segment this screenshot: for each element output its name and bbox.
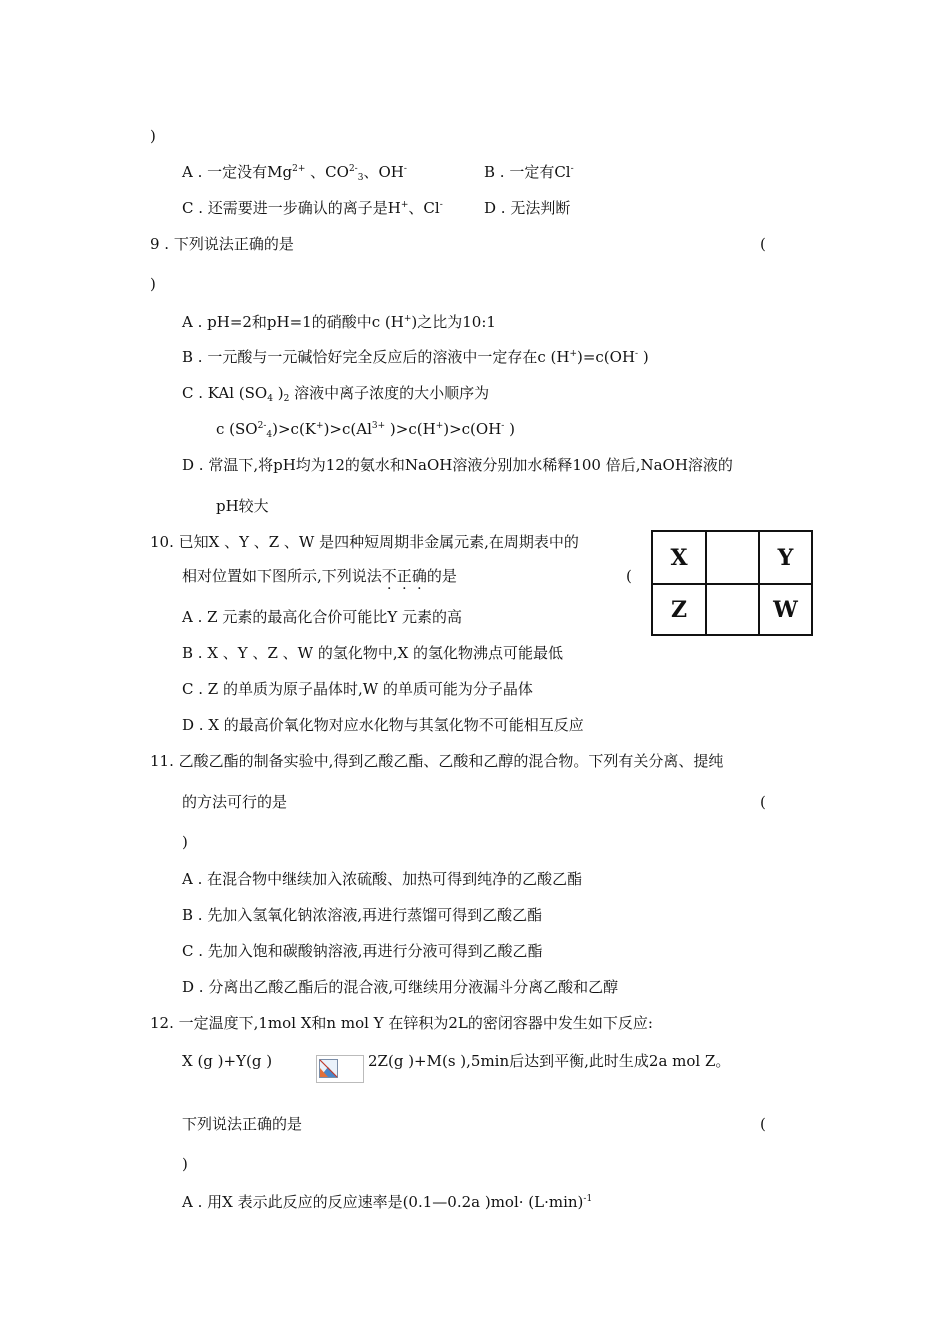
q9-paren-open: ( [760, 235, 766, 253]
q12-equation-right: 2Z(g )+M(s ),5min后达到平衡,此时生成2a mol Z。 [368, 1052, 731, 1070]
q10-option-c: C . Z 的单质为原子晶体时,W 的单质可能为分子晶体 [182, 680, 533, 698]
q11-stem-line1: 11. 乙酸乙酯的制备实验中,得到乙酸乙酯、乙酸和乙醇的混合物。下列有关分离、提纯 [150, 752, 724, 770]
q9-option-d-line2: pH较大 [216, 497, 269, 515]
q8-paren-close: ) [150, 127, 156, 145]
grid-cell-z: Z [670, 596, 688, 623]
emphasis-mark: 正 [396, 567, 412, 585]
emphasis-mark: 不 [381, 567, 397, 585]
q9-option-c-line2: c $(SO^{2-}_4)>c(K^+)>c(Al^{3+}$ )>c(H+)>c(OH- ) [216, 420, 515, 440]
q8-option-b: B . 一定有Cl- [484, 163, 574, 181]
q12-stem-line1: 12. 一定温度下,1mol X和n mol Y 在锌积为2L的密闭容器中发生如下反应: [150, 1014, 653, 1032]
q11-option-b: B . 先加入氢氧化钠浓溶液,再进行蒸馏可得到乙酸乙酯 [182, 906, 543, 924]
q12-option-a: A . 用X 表示此反应的反应速率是(0.1—0.2a )$mol\cdot (L\cdot\min)^{-1}$ [182, 1193, 593, 1211]
q8-option-a: A . 一定没有$Mg^{2+}$ 、$CO^{2-}_3$、OH- [182, 163, 407, 183]
q12-paren-close: ) [182, 1155, 188, 1173]
grid-cell-x: X [670, 544, 688, 571]
q9-option-c-line1: C . KAl ($SO_4$ )$_2$ 溶液中离子浓度的大小顺序为 [182, 384, 490, 404]
q11-paren-open: ( [760, 793, 766, 811]
q11-option-c: C . 先加入饱和碳酸钠溶液,再进行分液可得到乙酸乙酯 [182, 942, 543, 960]
emphasis-mark: 确 [411, 567, 427, 585]
q12-paren-open: ( [760, 1115, 766, 1133]
q11-stem-line2: 的方法可行的是 [182, 793, 288, 811]
q10-option-d: D . X 的最高价氧化物对应水化物与其氢化物不可能相互反应 [182, 716, 584, 734]
q11-option-a: A . 在混合物中继续加入浓硫酸、加热可得到纯净的乙酸乙酯 [182, 870, 583, 888]
q9-option-d-line1: D . 常温下,将pH均为12的氨水和NaOH溶液分别加水稀释100 倍后,NaOH溶液的 [182, 456, 733, 474]
q10-stem-line2: 相对位置如下图所示,下列说法不正确的是 [182, 567, 457, 585]
q10-option-a: A . Z 元素的最高化合价可能比Y 元素的高 [182, 608, 462, 626]
q10-option-b: B . X 、Y 、Z 、W 的氢化物中,X 的氢化物沸点可能最低 [182, 644, 564, 662]
grid-cell-y: Y [777, 544, 794, 571]
q11-option-d: D . 分离出乙酸乙酯后的混合液,可继续用分液漏斗分离乙酸和乙醇 [182, 978, 619, 996]
broken-image-icon [319, 1059, 338, 1078]
reversible-arrow-image-placeholder [316, 1055, 364, 1083]
q9-option-b: B . 一元酸与一元碱恰好完全反应后的溶液中一定存在c (H+)=c(OH- ) [182, 348, 649, 366]
grid-divider [705, 532, 707, 634]
periodic-position-grid [651, 530, 813, 636]
q10-paren-open: ( [626, 567, 632, 585]
q11-paren-close: ) [182, 833, 188, 851]
q10-stem-line1: 10. 已知X 、Y 、Z 、W 是四种短周期非金属元素,在周期表中的 [150, 533, 579, 551]
grid-cell-w: W [773, 596, 798, 623]
q8-option-d: D . 无法判断 [484, 199, 571, 217]
q9-stem: 9 . 下列说法正确的是 [150, 235, 294, 253]
q9-option-a: A . pH=2和pH=1的硝酸中c (H+)之比为10:1 [182, 313, 496, 331]
q9-paren-close: ) [150, 275, 156, 293]
q12-stem-line3: 下列说法正确的是 [182, 1115, 303, 1133]
q12-equation-left: X (g )+Y(g ) [182, 1052, 273, 1070]
q8-option-c: C . 还需要进一步确认的离子是H+、Cl- [182, 199, 443, 217]
